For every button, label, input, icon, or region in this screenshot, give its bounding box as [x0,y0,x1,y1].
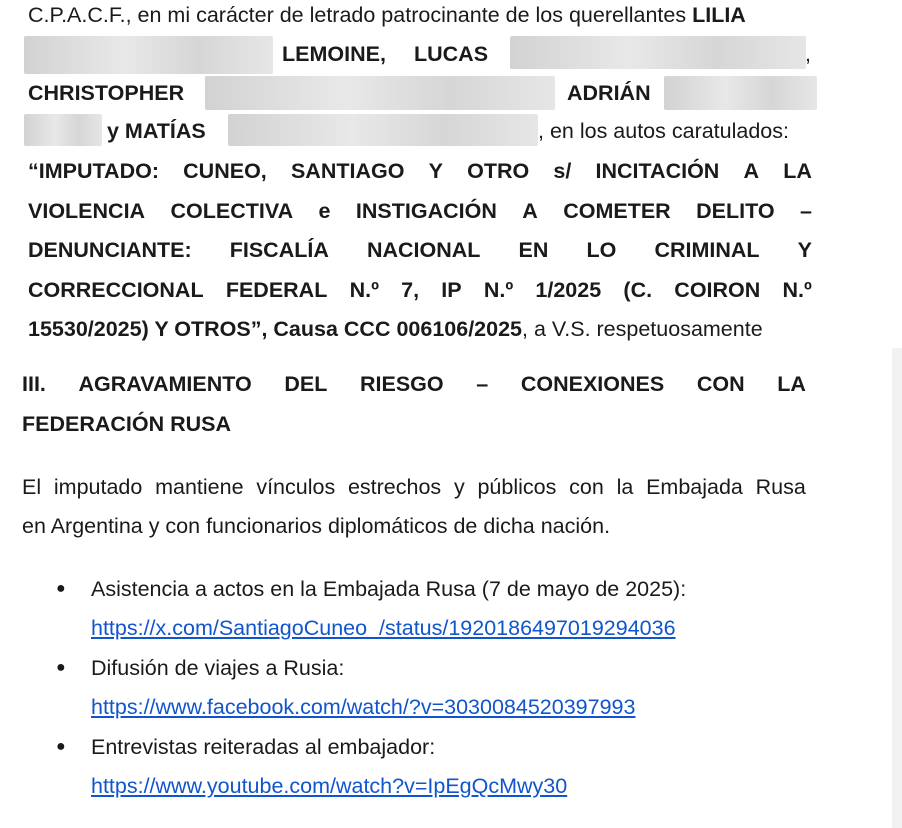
comma: , [805,42,811,66]
intro-text: C.P.A.C.F., en mi carácter de letrado patrocinante de los querellantes [28,3,687,27]
case-title-continuation: , a V.S. respetuosamente [522,317,763,341]
scrollbar-track[interactable] [892,348,902,828]
redacted-block [205,76,555,110]
bullet-item-3-text: Entrevistas reiteradas al embajador: [91,735,436,759]
section-heading-line-2: FEDERACIÓN RUSA [22,412,232,436]
case-title-line-3: DENUNCIANTE: FISCALÍA NACIONAL EN LO CRIMINAL Y [28,238,812,262]
case-title-line-4: CORRECCIONAL FEDERAL N.º 7, IP N.º 1/2025 (C. COIRON N.º [28,278,812,302]
plaintiff-name-lilia: LILIA [692,3,746,27]
redacted-block [664,76,817,110]
paragraph-line-2: en Argentina y con funcionarios diplomáticos de dicha nación. [22,514,611,538]
redacted-block [24,36,273,74]
case-number: 15530/2025) Y OTROS”, Causa CCC 006106/2025 [28,317,523,341]
redacted-block [228,114,538,146]
intro-line-1 [28,0,746,30]
plaintiff-name-adrian: ADRIÁN [567,81,651,105]
intro-line-2 [24,36,814,74]
intro-line-3 [28,76,818,112]
bullet-dot-icon: ● [56,659,66,676]
bullet-item-2-text: Difusión de viajes a Rusia: [91,656,345,680]
bullet-item-1-link[interactable]: https://x.com/SantiagoCuneo_/status/1920186497019294036 [91,616,676,640]
intro-continuation: , en los autos caratulados: [538,119,789,143]
plaintiff-surname-lemoine: LEMOINE, [282,42,386,66]
bullet-dot-icon: ● [56,738,66,755]
bullet-item-2-link[interactable]: https://www.facebook.com/watch/?v=3030084520397993 [91,695,636,719]
bullet-item-1-text: Asistencia a actos en la Embajada Rusa (7 de mayo de 2025): [91,577,687,601]
redacted-block [510,36,806,69]
intro-line-4 [24,114,814,148]
section-heading-line-1: III. AGRAVAMIENTO DEL RIESGO – CONEXIONES CON LA [22,372,806,396]
case-title-line-1: “IMPUTADO: CUNEO, SANTIAGO Y OTRO s/ INCITACIÓN A LA [28,159,812,183]
bullet-dot-icon: ● [56,580,66,597]
redacted-block [24,114,102,146]
case-title-line-5 [28,314,763,344]
plaintiff-name-christopher: CHRISTOPHER [28,81,185,105]
paragraph-line-1: El imputado mantiene vínculos estrechos y públicos con la Embajada Rusa [22,475,806,499]
plaintiff-name-lucas: LUCAS [414,42,489,66]
case-title-line-2: VIOLENCIA COLECTIVA e INSTIGACIÓN A COMETER DELITO – [28,199,812,223]
plaintiff-name-matias: y MATÍAS [107,119,206,143]
bullet-item-3-link[interactable]: https://www.youtube.com/watch?v=IpEgQcMwy30 [91,774,568,798]
